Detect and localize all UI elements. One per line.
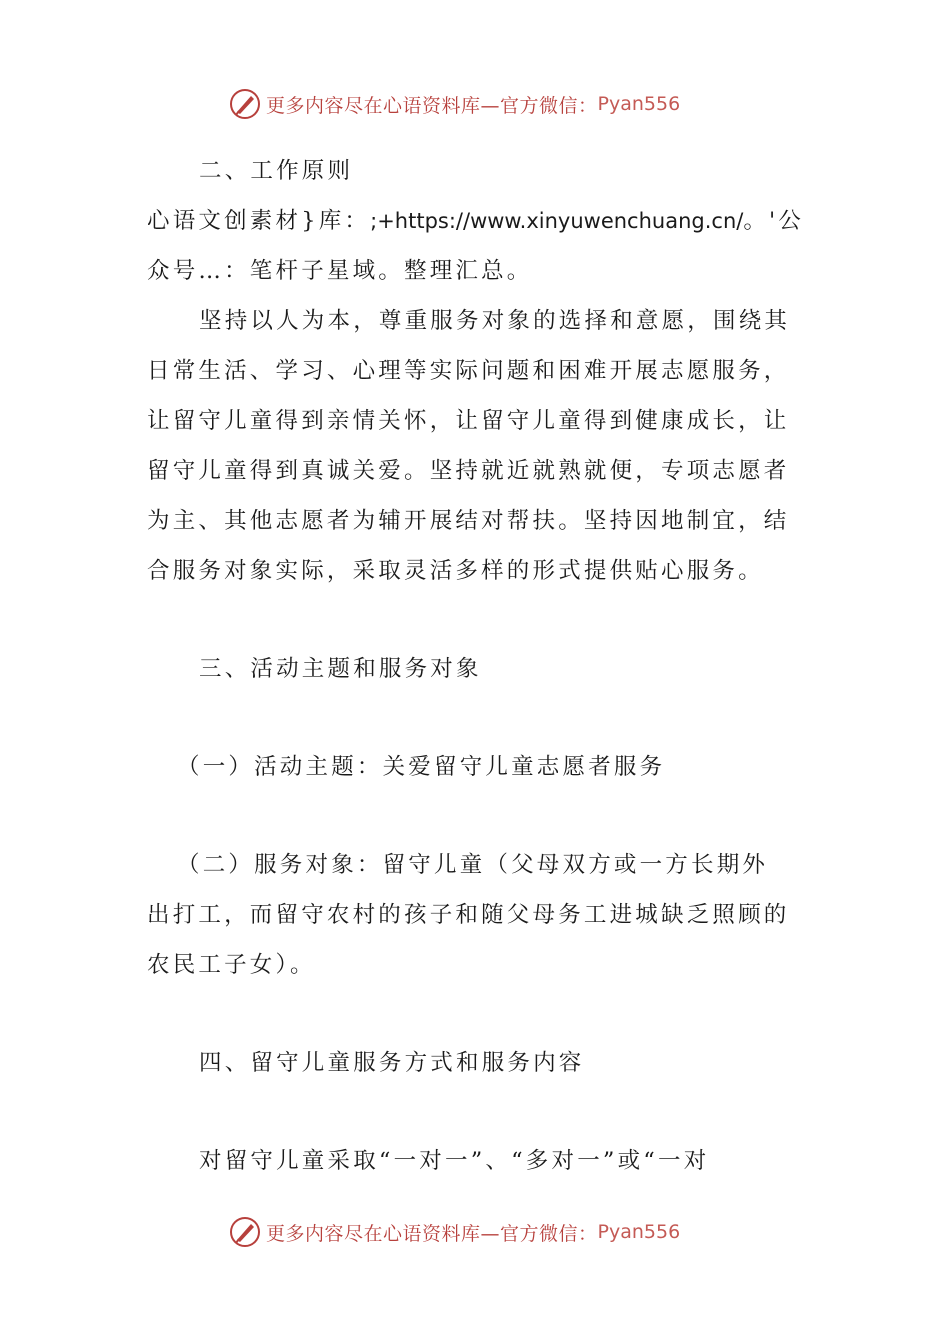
watermark-header bbox=[228, 84, 748, 124]
paragraph-line: 日常生活、学习、心理等实际问题和困难开展志愿服务， bbox=[147, 358, 790, 384]
section-3-item-2-line: （二）服务对象：留守儿童（父母双方或一方长期外 bbox=[177, 852, 769, 878]
quill-logo-icon bbox=[228, 1215, 262, 1249]
source-note-suffix: 。'公 bbox=[743, 208, 805, 234]
section-4-heading: 四、留守儿童服务方式和服务内容 bbox=[199, 1050, 585, 1076]
section-3-item-2-line: 出打工，而留守农村的孩子和随父母务工进城缺乏照顾的 bbox=[147, 902, 790, 928]
watermark-wechat-id: Pyan556 bbox=[597, 1221, 681, 1243]
paragraph-line: 留守儿童得到真诚关爱。坚持就近就熟就便，专项志愿者 bbox=[147, 458, 790, 484]
watermark-text: 更多内容尽在心语资料库—官方微信： bbox=[266, 1222, 598, 1245]
source-note-line-1 bbox=[147, 196, 807, 246]
paragraph-line: 坚持以人为本，尊重服务对象的选择和意愿，围绕其 bbox=[199, 308, 791, 334]
source-url: ;+https://www.xinyuwenchuang.cn/ bbox=[370, 209, 744, 233]
section-3-item-1: （一）活动主题：关爱留守儿童志愿者服务 bbox=[177, 754, 666, 780]
source-note-prefix: 心语文创素材}库： bbox=[147, 208, 371, 234]
document-body bbox=[147, 146, 807, 1186]
paragraph-line: 合服务对象实际，采取灵活多样的形式提供贴心服务。 bbox=[147, 558, 764, 584]
source-note-line-2: 众号…：笔杆子星域。整理汇总。 bbox=[147, 258, 533, 284]
paragraph-line: 让留守儿童得到亲情关怀，让留守儿童得到健康成长，让 bbox=[147, 408, 790, 434]
section-2-heading: 二、工作原则 bbox=[199, 158, 354, 184]
quill-logo-icon bbox=[228, 87, 262, 121]
section-3-heading: 三、活动主题和服务对象 bbox=[199, 656, 482, 682]
watermark-footer bbox=[228, 1212, 748, 1252]
watermark-wechat-id: Pyan556 bbox=[597, 93, 681, 115]
section-3-item-2-line: 农民工子女）。 bbox=[147, 952, 316, 978]
section-4-body-line: 对留守儿童采取“一对一”、“多对一”或“一对 bbox=[199, 1148, 710, 1174]
paragraph-line: 为主、其他志愿者为辅开展结对帮扶。坚持因地制宜，结 bbox=[147, 508, 790, 534]
watermark-text: 更多内容尽在心语资料库—官方微信： bbox=[266, 94, 598, 117]
